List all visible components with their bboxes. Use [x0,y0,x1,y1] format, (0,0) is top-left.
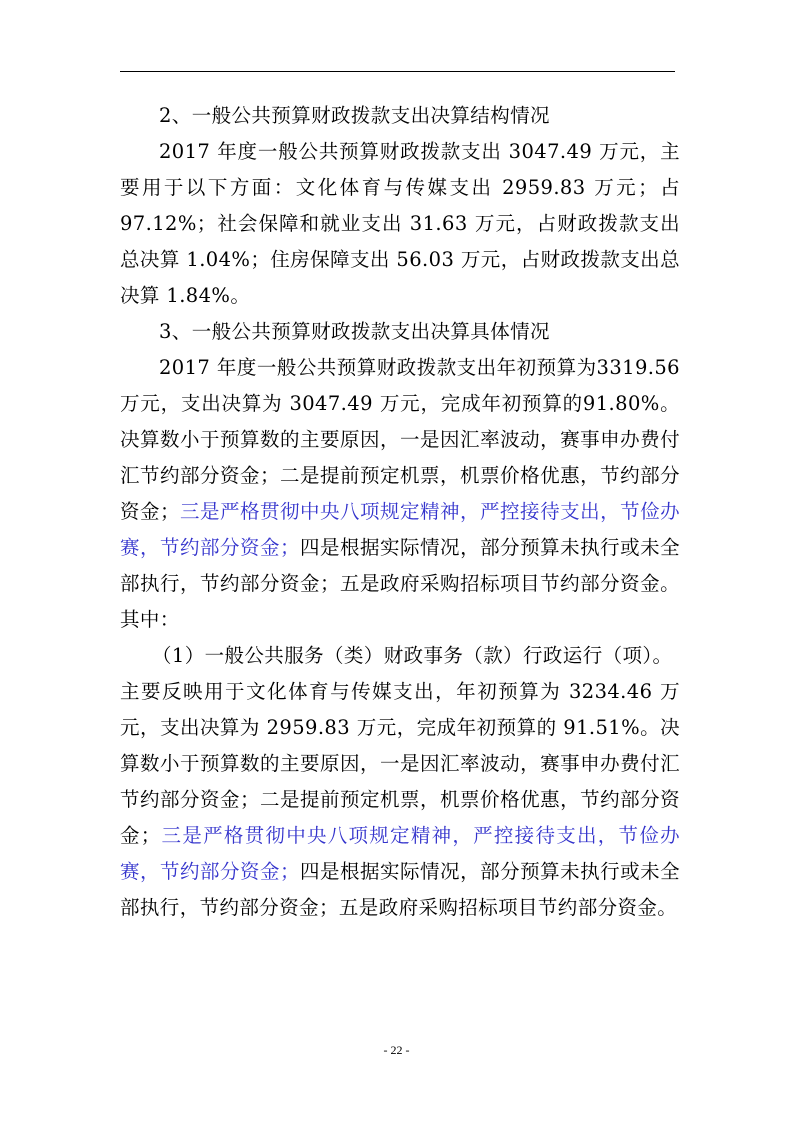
section-2-heading: 2、一般公共预算财政拨款支出决算结构情况 [159,104,550,127]
item-1-paragraph [120,674,680,926]
section-3-heading: 3、一般公共预算财政拨款支出决算具体情况 [159,320,550,343]
item-1-title: （1）一般公共服务（类）财政事务（款）行政运行（项）。 [152,644,673,667]
section-3-text-after: 四是根据实际情况，部分预算未执行或未全部执行，节约部分资金；五是政府采购招标项目节约部分资金。其中： [120,536,680,631]
section-3-text-before: 2017 年度一般公共预算财政拨款支出年初预算为3319.56 万元，支出决算为 3047.49 万元，完成年初预算的91.80%。决算数小于预算数的主要原因，一是因汇率波动，赛事申办费付汇节约部分资金；二是提前预定机票，机票价格优惠，节约部分资金； [120,356,680,523]
section-2-paragraph: 2017 年度一般公共预算财政拨款支出 3047.49 万元，主要用于以下方面：文化体育与传媒支出 2959.83 万元；占97.12%；社会保障和就业支出 31.63 万元，占财政拨款支出总决算 1.04%；住房保障支出 56.03 万元，占财政拨款支出总决算 1.84%。 [120,140,680,307]
item-1-text-before: 主要反映用于文化体育与传媒支出，年初预算为 3234.46 万元，支出决算为 2959.83 万元，完成年初预算的 91.51%。决算数小于预算数的主要原因，一是因汇率波动，赛事申办费付汇节约部分资金；二是提前预定机票，机票价格优惠，节约部分资金； [120,680,680,847]
page-number: - 22 - [383,1043,410,1057]
item-1-highlight-text: 三是严格贯彻中央八项规定精神，严控接待支出，节俭办赛，节约部分资金； [120,824,680,883]
section-3-paragraph [120,350,680,638]
item-1-text-after: 四是根据实际情况，部分预算未执行或未全部执行，节约部分资金；五是政府采购招标项目节约部分资金。 [120,860,680,919]
section-3-highlight-text: 三是严格贯彻中央八项规定精神，严控接待支出，节俭办赛，节约部分资金； [120,500,680,559]
document-body [120,98,680,926]
header-rule [120,71,675,72]
